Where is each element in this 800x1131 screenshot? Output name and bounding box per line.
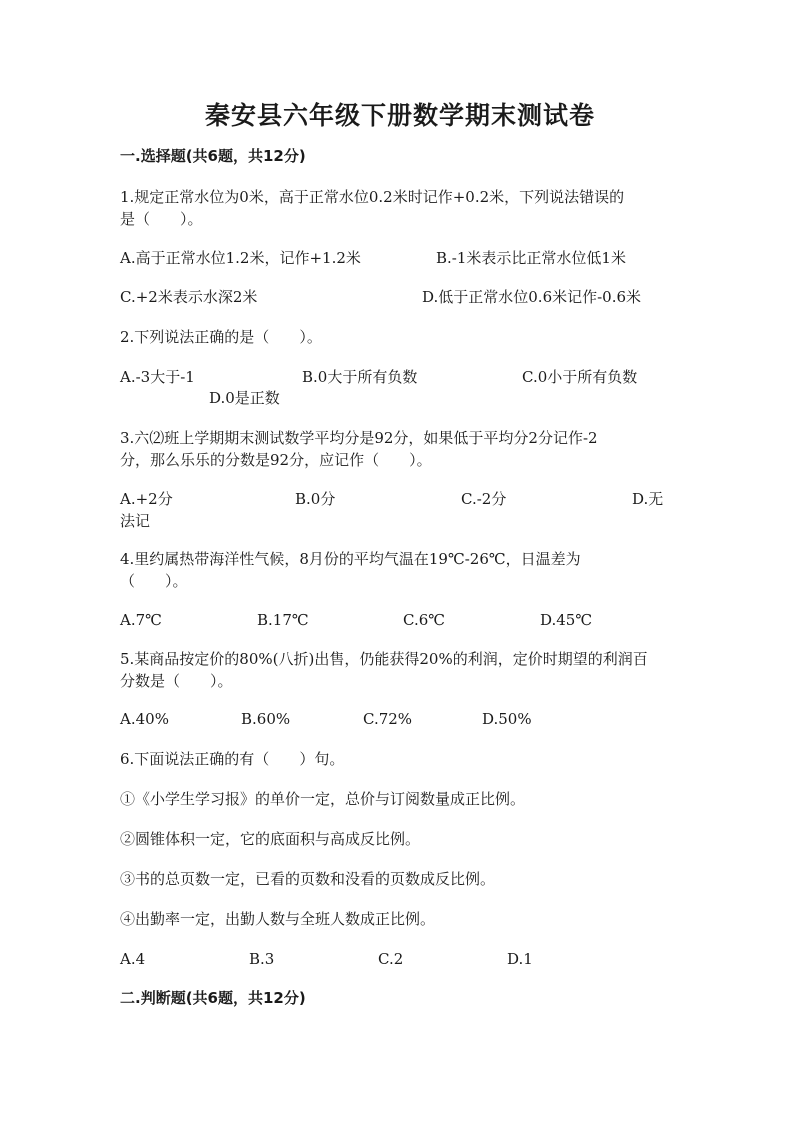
question-2-option-a: A.-3大于-1 xyxy=(120,368,195,386)
question-3-stem: 3.六⑵班上学期期末测试数学平均分是92分，如果低于平均分2分记作-2 xyxy=(120,429,598,447)
question-5-option-c: C.72% xyxy=(363,710,413,728)
question-5-option-d: D.50% xyxy=(482,710,532,728)
question-2-option-b: B.0大于所有负数 xyxy=(302,368,418,386)
question-3-stem-cont: 分，那么乐乐的分数是92分，应记作（ ）。 xyxy=(120,451,432,469)
question-3-option-d-cont: 法记 xyxy=(120,512,151,530)
question-4-option-c: C.6℃ xyxy=(403,611,446,629)
question-5-option-b: B.60% xyxy=(241,710,291,728)
section-heading-choice: 一.选择题(共6题，共12分) xyxy=(120,147,306,165)
question-1-option-d: D.低于正常水位0.6米记作-0.6米 xyxy=(422,288,642,306)
question-6-statement-2: ②圆锥体积一定，它的底面积与高成反比例。 xyxy=(120,830,421,848)
question-6-statement-1: ①《小学生学习报》的单价一定，总价与订阅数量成正比例。 xyxy=(120,790,526,808)
question-3-option-b: B.0分 xyxy=(295,490,336,508)
question-2-option-d: D.0是正数 xyxy=(209,389,280,407)
question-1-option-a: A.高于正常水位1.2米，记作+1.2米 xyxy=(120,249,361,267)
question-1-stem: 1.规定正常水位为0米，高于正常水位0.2米时记作+0.2米，下列说法错误的 xyxy=(120,188,625,206)
question-1-option-b: B.-1米表示比正常水位低1米 xyxy=(436,249,626,267)
question-6-option-c: C.2 xyxy=(378,950,404,968)
question-4-option-d: D.45℃ xyxy=(540,611,593,629)
question-3-option-a: A.+2分 xyxy=(120,490,173,508)
question-6-statement-3: ③书的总页数一定，已看的页数和没看的页数成反比例。 xyxy=(120,870,496,888)
page-title: 秦安县六年级下册数学期末测试卷 xyxy=(204,101,595,130)
question-3-option-c: C.-2分 xyxy=(461,490,507,508)
question-4-option-b: B.17℃ xyxy=(257,611,309,629)
question-4-stem: 4.里约属热带海洋性气候，8月份的平均气温在19℃-26℃，日温差为 xyxy=(120,550,581,568)
question-6-statement-4: ④出勤率一定，出勤人数与全班人数成正比例。 xyxy=(120,910,436,928)
question-1-option-c: C.+2米表示水深2米 xyxy=(120,288,258,306)
question-3-option-d: D.无 xyxy=(632,490,664,508)
question-5-stem: 5.某商品按定价的80%(八折)出售，仍能获得20%的利润，定价时期望的利润百 xyxy=(120,650,648,668)
question-5-stem-cont: 分数是（ ）。 xyxy=(120,672,233,690)
question-2-stem: 2.下列说法正确的是（ ）。 xyxy=(120,328,322,346)
question-4-stem-cont: （ ）。 xyxy=(120,572,188,590)
question-6-option-d: D.1 xyxy=(507,950,533,968)
question-6-stem: 6.下面说法正确的有（ ）句。 xyxy=(120,750,345,768)
question-6-option-b: B.3 xyxy=(249,950,275,968)
question-2-option-c: C.0小于所有负数 xyxy=(522,368,638,386)
question-1-stem-cont: 是（ ）。 xyxy=(120,210,203,228)
question-4-option-a: A.7℃ xyxy=(120,611,162,629)
section-heading-judgment: 二.判断题(共6题，共12分) xyxy=(120,989,306,1007)
question-5-option-a: A.40% xyxy=(120,710,169,728)
question-6-option-a: A.4 xyxy=(120,950,146,968)
